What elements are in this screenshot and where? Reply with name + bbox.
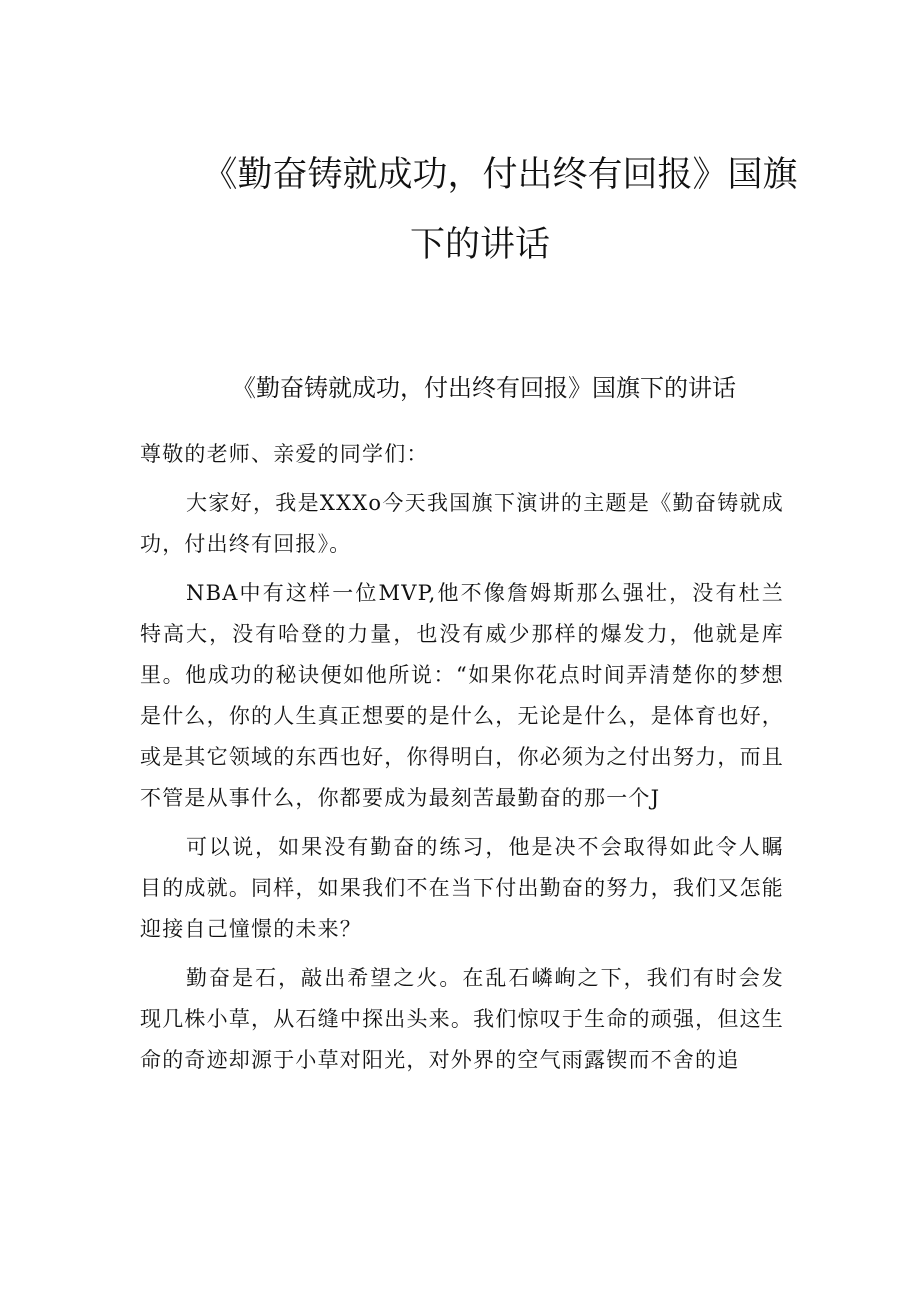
paragraph-1: 大家好，我是XXXo今天我国旗下演讲的主题是《勤奋铸就成功，付出终有回报》。 (140, 491, 784, 556)
document-title (140, 140, 800, 280)
document-subtitle: 《勤奋铸就成功，付出终有回报》国旗下的讲话 (232, 374, 736, 402)
document-body (140, 434, 784, 1089)
paragraph-3: 可以说，如果没有勤奋的练习，他是决不会取得如此令人瞩目的成就。同样，如果我们不在当下付出勤奋的努力，我们又怎能迎接自己憧憬的未来？ (140, 835, 784, 941)
document-title-line-2: 下的讲话 (409, 225, 550, 265)
paragraph-4: 勤奋是石，敲出希望之火。在乱石嶙峋之下，我们有时会发现几株小草，从石缝中探出头来。我们惊叹于生命的顽强，但这生命的奇迹却源于小草对阳光，对外界的空气雨露锲而不舍的追 (140, 966, 784, 1072)
salutation: 尊敬的老师、亲爱的同学们： (140, 442, 429, 466)
paragraph-2: NBA中有这样一位MVP,他不像詹姆斯那么强壮，没有杜兰特高大，没有哈登的力量，也没有威少那样的爆发力，他就是库里。他成功的秘诀便如他所说：“如果你花点时间弄清楚你的梦想是什么，你的人生真正想要的是什么，无论是什么，是体育也好，或是其它领域的东西也好，你得明白，你必须为之付出努力，而且不管是从事什么，你都要成为最刻苦最勤奋的那一个J (140, 581, 784, 810)
document-title-line-1: 《勤奋铸就成功，付出终有回报》国旗 (202, 155, 798, 195)
